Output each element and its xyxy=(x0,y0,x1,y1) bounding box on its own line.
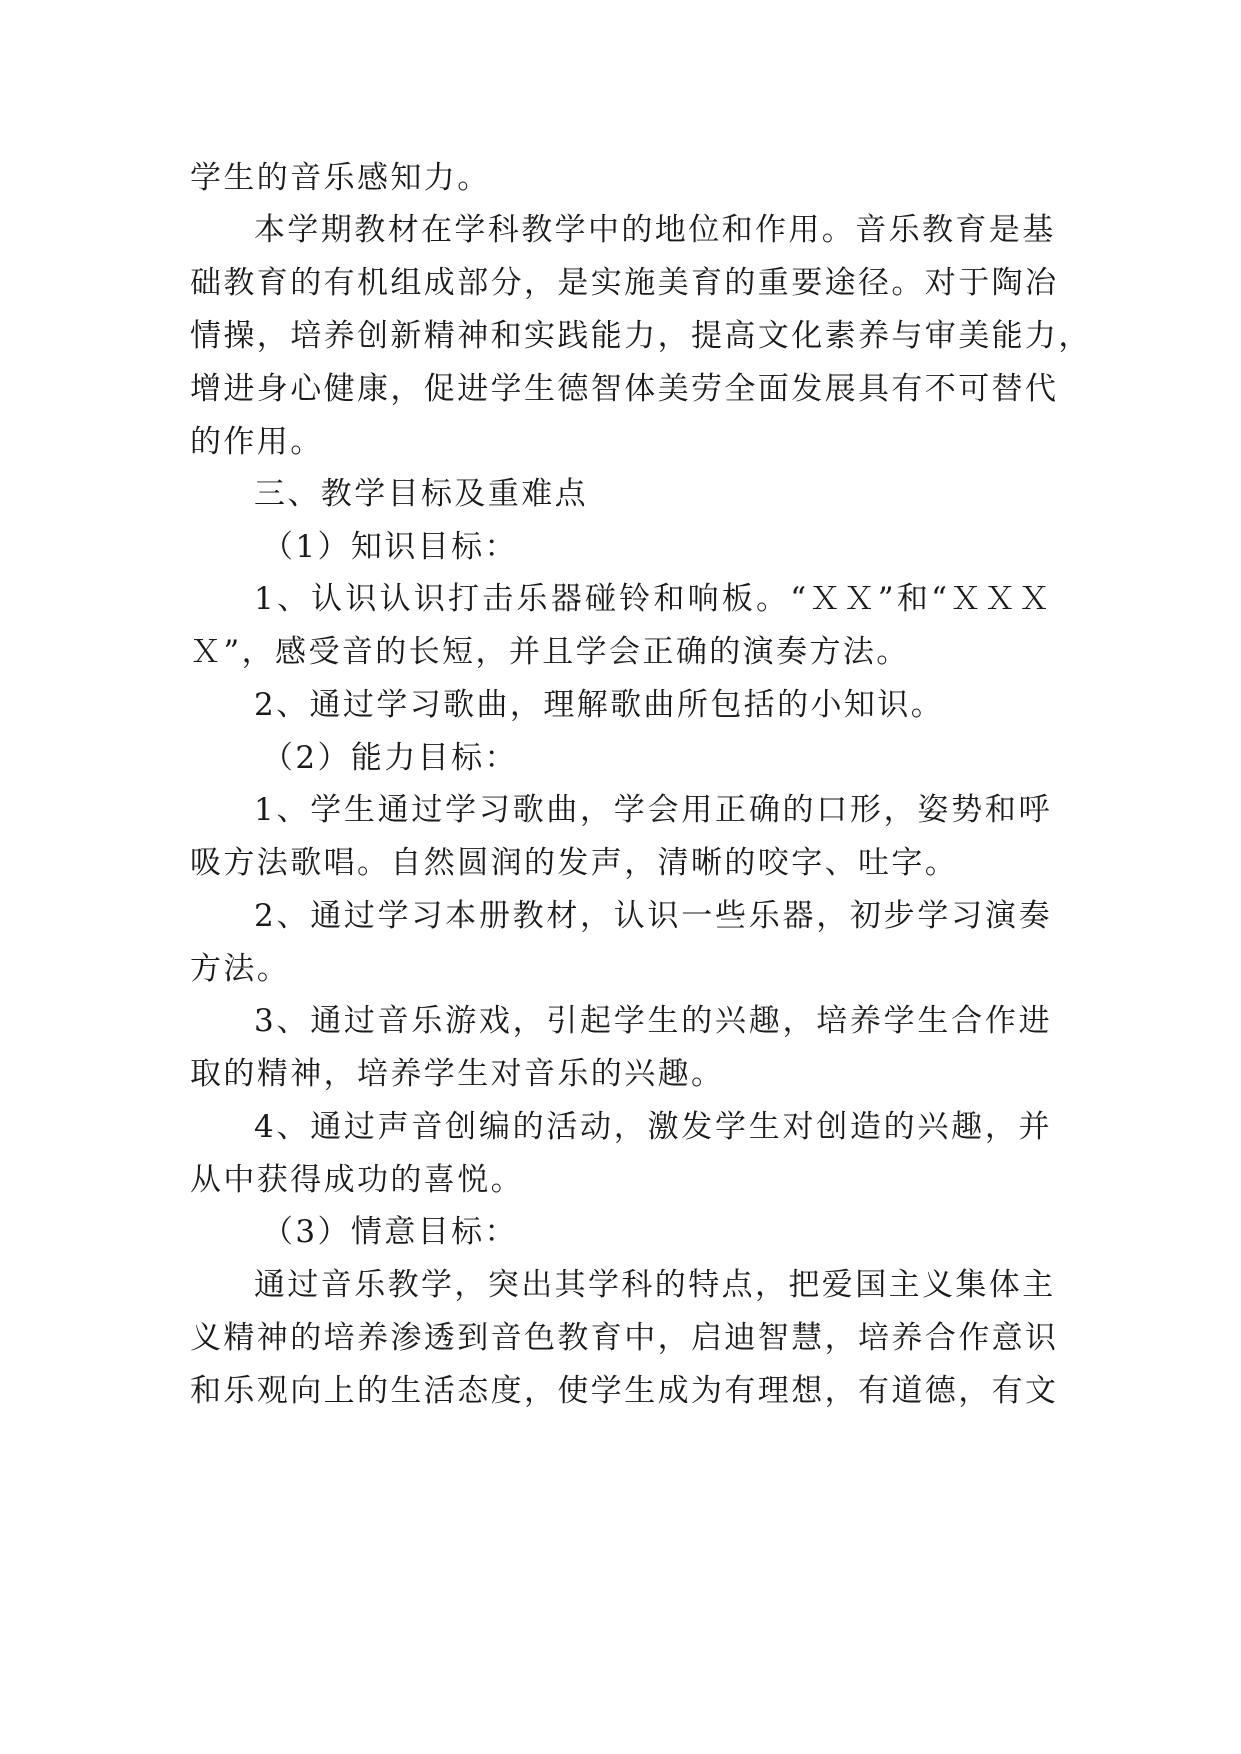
section-heading: 三、教学目标及重难点 xyxy=(254,476,588,512)
text-line: 1、学生通过学习歌曲，学会用正确的口形，姿势和呼 xyxy=(254,792,1052,828)
text-line: 的作用。 xyxy=(190,424,324,460)
subsection-heading: （1）知识目标： xyxy=(262,529,518,565)
text-line: 4、通过声音创编的活动，激发学生对创造的兴趣，并 xyxy=(254,1109,1052,1145)
subsection-heading: （2）能力目标： xyxy=(262,740,518,776)
text-line: 义精神的培养渗透到音色教育中，启迪智慧，培养合作意识 xyxy=(190,1320,1059,1356)
text-line: 从中获得成功的喜悦。 xyxy=(190,1162,524,1198)
subsection-heading: （3）情意目标： xyxy=(262,1214,518,1250)
text-line: 取的精神，培养学生对音乐的兴趣。 xyxy=(190,1056,725,1092)
text-line: 础教育的有机组成部分，是实施美育的重要途径。对于陶冶 xyxy=(190,265,1059,301)
text-line: 增进身心健康，促进学生德智体美劳全面发展具有不可替代 xyxy=(190,371,1059,407)
text-line: 2、通过学习本册教材，认识一些乐器，初步学习演奏 xyxy=(254,898,1052,934)
text-line: Ｘ”，感受音的长短，并且学会正确的演奏方法。 xyxy=(190,634,910,670)
text-line: 通过音乐教学，突出其学科的特点，把爱国主义集体主 xyxy=(254,1267,1056,1303)
text-line: 方法。 xyxy=(190,951,291,987)
text-line: 本学期教材在学科教学中的地位和作用。音乐教育是基 xyxy=(254,212,1056,248)
text-line: 吸方法歌唱。自然圆润的发声，清晰的咬字、吐字。 xyxy=(190,845,959,881)
text-line: 2、通过学习歌曲，理解歌曲所包括的小知识。 xyxy=(254,687,945,723)
text-line: 情操，培养创新精神和实践能力，提高文化素养与审美能力， xyxy=(190,318,1092,354)
text-line: 和乐观向上的生活态度，使学生成为有理想，有道德，有文 xyxy=(190,1373,1059,1409)
text-line: 1、认识认识打击乐器碰铃和响板。“ＸＸ”和“ＸＸＸ xyxy=(254,581,1052,617)
text-line: 3、通过音乐游戏，引起学生的兴趣，培养学生合作进 xyxy=(254,1003,1052,1039)
text-line: 学生的音乐感知力。 xyxy=(190,160,491,196)
